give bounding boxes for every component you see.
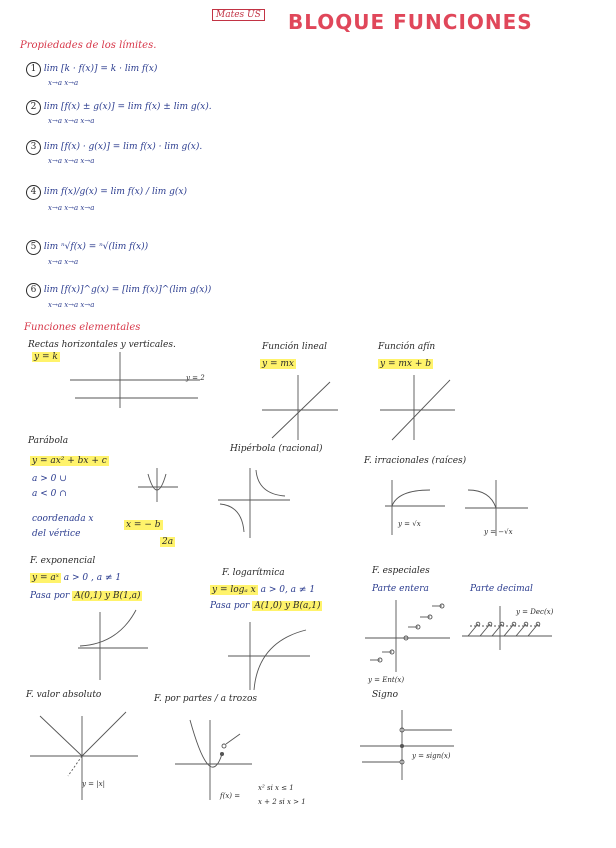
limit-formula: lim [f(x) · g(x)] = lim f(x) · lim g(x). [43,142,203,152]
piece-parabola [190,720,222,767]
exponencial-formula: y = aˣ [32,573,59,583]
abs-right [82,712,126,756]
limit-subscript: x→a x→a x→a [48,157,95,165]
signo-title: Signo [372,690,399,700]
logaritmica-cond: a > 0, a ≠ 1 [260,585,316,595]
trozos-def-lhs: f(x) = [220,792,241,800]
parabola-formula: y = ax² + bx + c [32,456,107,466]
abs-left [40,716,82,756]
trozos-piece-1: x² si x ≤ 1 [258,784,294,792]
vertex-label-2: del vértice [32,529,81,539]
limits-heading: Propiedades de los límites. [20,40,157,51]
absoluto-label: y = |x| [82,780,105,788]
especiales-title: F. especiales [372,566,430,576]
parabola-case-1: a > 0 ∪ [32,474,67,484]
lineal-formula: y = mx [262,359,294,369]
rectas-formula: y = k [34,352,58,362]
header-box-label: Mates US [212,9,265,21]
irracionales-label-2: y = −√x [484,528,513,536]
rectas-graph [70,352,200,408]
parte-decimal-graph [462,606,552,650]
piece-open-point [222,744,226,748]
parabola-case-2: a < 0 ∩ [32,489,67,499]
trozos-graph [175,720,252,800]
signo-label: y = sign(x) [412,752,451,760]
neg-sqrt-curve [468,490,496,508]
limit-formula: lim [k · f(x)] = k · lim f(x) [43,64,158,74]
hiperbola-graph [218,468,290,538]
absoluto-graph [30,712,138,800]
logaritmica-title: F. logarítmica [222,568,285,578]
limit-number: 3 [26,140,41,155]
elementales-heading: Funciones elementales [24,322,141,333]
lineal-title: Función lineal [262,342,327,352]
parabola-title: Parábola [28,436,69,446]
vertex-formula-bottom: 2a [162,537,174,547]
afin-formula: y = mx + b [380,359,431,369]
limit-subscript: x→a x→a x→a [48,301,95,309]
parte-entera-title: Parte entera [372,584,429,594]
exponencial-title: F. exponencial [30,556,96,566]
limit-subscript: x→a x→a x→a [48,204,95,212]
trozos-piece-2: x + 2 si x > 1 [258,798,306,806]
vertex-formula-top: x = − b [126,520,161,530]
irracionales-graph-2 [465,480,528,536]
absoluto-title: F. valor absoluto [26,690,102,700]
limit-number: 1 [26,62,41,77]
lineal-graph [262,375,338,440]
exponencial-cond: a > 0 , a ≠ 1 [63,573,122,583]
sqrt-curve [392,490,430,506]
logaritmica-passes: Pasa por [210,601,250,611]
logaritmica-formula: y = logₐ x [212,585,256,595]
exponencial-graph [78,610,148,680]
irracionales-label-1: y = √x [398,520,421,528]
piece-closed-point [220,752,223,755]
limit-subscript: x→a x→a [48,258,79,266]
logaritmica-graph [228,622,310,690]
vertex-label-1: coordenada x [32,514,94,524]
hiperbola-title: Hipérbola (racional) [230,444,323,454]
irracionales-title: F. irracionales (raíces) [364,456,467,466]
limit-subscript: x→a x→a x→a [48,117,95,125]
piece-line [226,734,240,744]
limit-subscript: x→a x→a [48,79,79,87]
exp-curve [80,610,136,646]
parte-entera-label: y = Ent(x) [368,676,405,684]
logaritmica-points: A(1,0) y B(a,1) [254,601,321,611]
rectas-title: Rectas horizontales y verticales. [28,340,176,350]
limit-formula: lim ⁿ√f(x) = ⁿ√(lim f(x)) [43,242,149,252]
rectas-graph-label: y = 2 [186,374,205,382]
limit-number: 2 [26,100,41,115]
hyperbola-branch-1 [256,470,285,496]
page-title: BLOQUE FUNCIONES [288,10,533,34]
exponencial-passes: Pasa por [30,591,70,601]
parabola-graph [138,468,178,502]
parte-decimal-label: y = Dec(x) [516,608,554,616]
afin-title: Función afín [378,342,436,352]
log-curve [254,630,306,690]
signo-graph [360,710,454,780]
parte-decimal-title: Parte decimal [470,584,533,594]
limit-number: 4 [26,185,41,200]
limit-number: 5 [26,240,41,255]
afin-graph [380,375,455,440]
trozos-title: F. por partes / a trozos [154,694,257,704]
limit-number: 6 [26,283,41,298]
limit-formula: lim [f(x)]^g(x) = [lim f(x)]^(lim g(x)) [43,285,212,295]
limit-formula: lim [f(x) ± g(x)] = lim f(x) ± lim g(x). [43,102,212,112]
parte-entera-graph [365,600,450,672]
irracionales-graph-1 [385,480,445,535]
exponencial-points: A(0,1) y B(1,a) [74,591,141,601]
limit-formula: lim f(x)/g(x) = lim f(x) / lim g(x) [43,187,187,197]
hyperbola-branch-2 [220,504,244,532]
